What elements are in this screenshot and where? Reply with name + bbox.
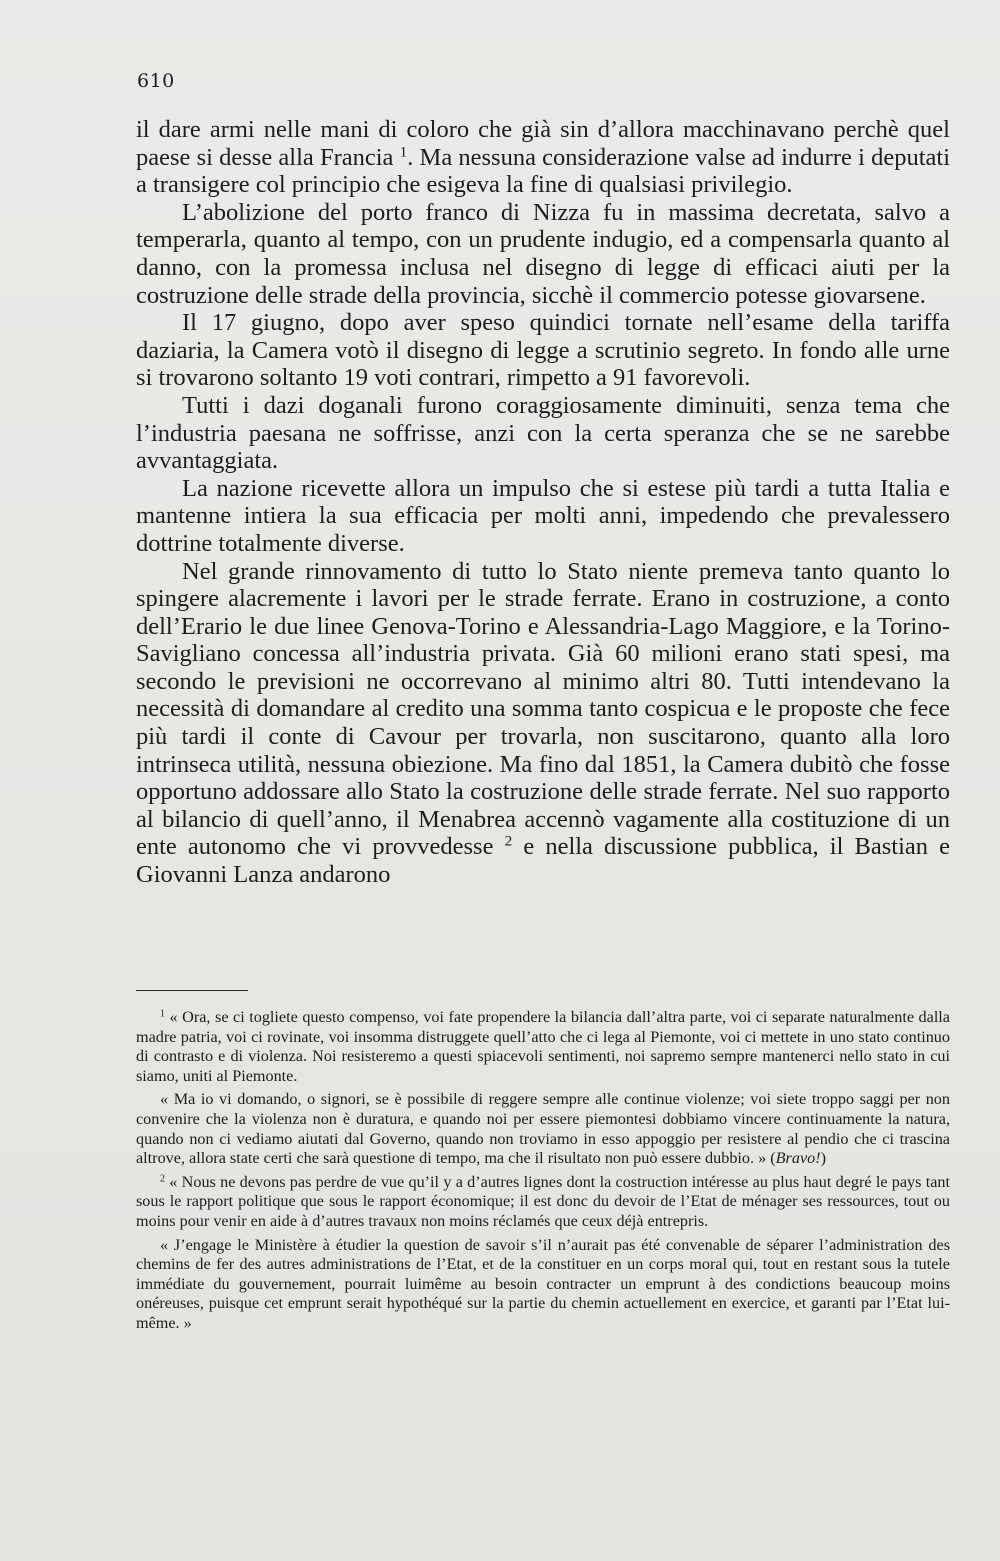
footnote-1-mark: 1 xyxy=(160,1008,166,1020)
footnote-1-para-2-text: « Ma io vi domando, o signori, se è possibile di reggere sempre alle continue violenze; voi siete troppo saggi per non convenire che la violenza non è duratura, e quando noi per essere piemontesi dobbiamo vincere continuamente la natura, quando non ci vediamo aiutati dal Governo, quando non troviamo in esso appoggio per resistere al pendio che ci trascina altrove, allora state certi che sarà questione di tempo, ma che il risultato non può essere dubbio. » ( xyxy=(136,1090,950,1168)
paragraph-5: La nazione ricevette allora un impulso che si estese più tardi a tutta Italia e mantenne intiera la sua efficacia per molti anni, impedendo che prevalessero dottrine totalmente diverse. xyxy=(136,474,950,557)
footnote-2-para-1 xyxy=(136,1173,950,1232)
main-text xyxy=(136,116,950,889)
footnote-1-para-1 xyxy=(136,1008,950,1086)
footnote-2-para-2: « J’engage le Ministère à étudier la question de savoir s’il n’aurait pas été convenable de séparer l’administration des chemins de fer des autres administrations de l’Etat, et de la constituer en un corps moral qui, tout en restant sous la tutele immédiate du gouvernement, pourrait luimême au besoin contracter un emprunt à des condictions beaucoup moins onéreuses, puisque cet emprunt serait hypothéqué sur la partie du chemin actuellement en exercice, et garanti par l’Etat lui-même. » xyxy=(136,1235,950,1332)
footnote-1-text: « Ora, se ci togliete questo compenso, voi fate propendere la bilancia dall’altra parte, voi ci separate naturalmente dalla madre patria, voi ci rovinate, voi insomma distruggete quell’atto che ci lega al Piemonte, voi ci mettete in uno stato continuo di contrasto e di violenza. Noi resisteremo a questi spiacevoli sentimenti, noi sapremo sempre mantenerci nello stato in cui siamo, uniti al Piemonte. xyxy=(136,1008,950,1085)
footnotes xyxy=(136,1008,950,1334)
paragraph-1-text-b: . Ma nessuna considerazione valse ad indurre i deputati a transigere col principio che esigeva la fine di qualsiasi privilegio. xyxy=(136,143,950,199)
paragraph-1 xyxy=(136,116,950,199)
footnote-2-text: « Nous ne devons pas perdre de vue qu’il y a d’autres lignes dont la costruction intéresse au plus haut degré le pays tant sous le rapport politique que sous le rapport économique; il est donc du devoir de l’Etat de ménager ses ressources, tout ou moins pour venir en aide à d’autres travaux non moins réclamés que ceux déjà entrepris. xyxy=(136,1172,951,1230)
paragraph-1-text-a: il dare armi nelle mani di coloro che già sin d’allora macchinavano perchè quel paese si desse alla Francia xyxy=(136,116,950,171)
footnote-ref-2: 2 xyxy=(504,833,513,851)
page-number: 610 xyxy=(137,70,175,92)
footnote-1-para-2 xyxy=(136,1090,950,1168)
paragraph-6 xyxy=(136,558,950,889)
footnote-separator xyxy=(136,990,248,991)
paragraph-6-text-a: Nel grande rinnovamento di tutto lo Stato niente premeva tanto quanto lo spingere alacremente i lavori per le strade ferrate. Erano in costruzione, a conto dell’Erario le due linee Genova-Torino e Alessandria-Lago Maggiore, e la Torino-Savigliano concessa all’industria privata. Già 60 milioni erano stati spesi, ma secondo le previsioni ne occorrevano al minimo altri 80. Tutti intendevano la necessità di domandare al credito una somma tanto cospicua e le proposte che fece più tardi il conte di Cavour per trovarla, non suscitarono, quanto alla loro intrinseca utilità, nessuna obiezione. Ma fino dal 1851, la Camera dubitò che fosse opportuno addossare allo Stato la costruzione delle strade ferrate. Nel suo rapporto al bilancio di quell’anno, il Menabrea accennò vagamente alla costituzione di un ente autonomo che vi provvedesse xyxy=(136,557,950,861)
footnote-1-para-2-end: ) xyxy=(820,1149,826,1168)
footnote-2-mark: 2 xyxy=(160,1173,166,1185)
paragraph-3: Il 17 giugno, dopo aver speso quindici tornate nell’esame della tariffa daziaria, la Camera votò il disegno di legge a scrutinio segreto. In fondo alle urne si trovarono soltanto 19 voti contrari, rimpetto a 91 favorevoli. xyxy=(136,309,950,392)
footnote-1-applause: Bravo! xyxy=(775,1149,821,1168)
paragraph-4: Tutti i dazi doganali furono coraggiosamente diminuiti, senza tema che l’industria paesana ne soffrisse, anzi con la certa speranza che se ne sarebbe avvantaggiata. xyxy=(136,391,950,475)
paragraph-6-text-b: e nella discussione pubblica, il Bastian e Giovanni Lanza andarono xyxy=(136,833,950,889)
paragraph-2: L’abolizione del porto franco di Nizza fu in massima decretata, salvo a temperarla, quanto al tempo, con un prudente indugio, ed a compensarla quanto al danno, con la promessa inclusa nel disegno di legge di efficaci aiuti per la costruzione delle strade della provincia, sicchè il commercio potesse giovarsene. xyxy=(136,198,950,309)
footnote-ref-1: 1 xyxy=(399,143,408,161)
